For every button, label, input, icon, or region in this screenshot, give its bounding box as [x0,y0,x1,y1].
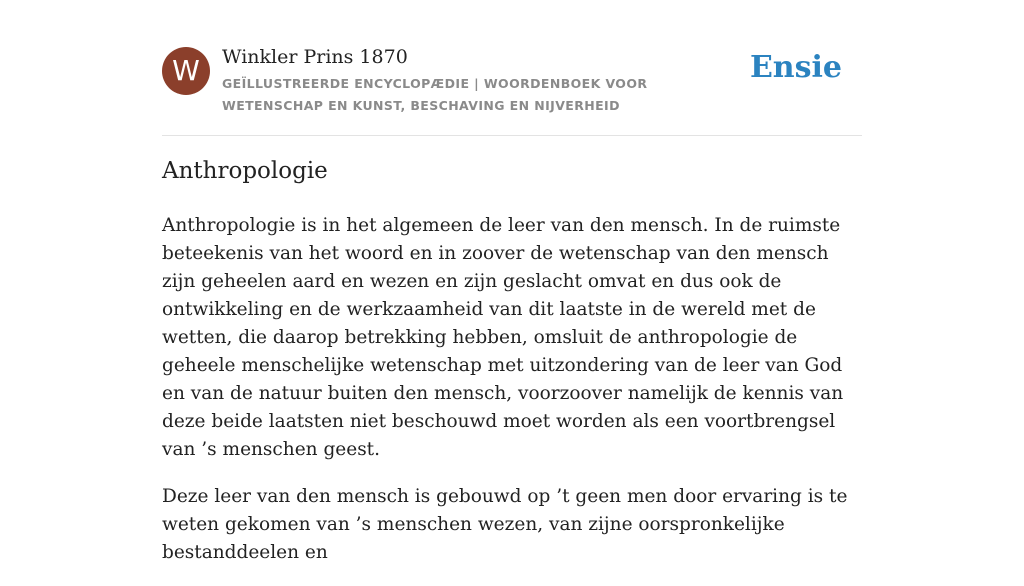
source-subtitle: GEÏLLUSTREERDE ENCYCLOPÆDIE | WOORDENBOEK VOOR WETENSCHAP EN KUNST, BESCHAVING EN NIJVERHEID [222,76,648,113]
article-title: Anthropologie [162,158,328,184]
source-avatar[interactable]: W [162,47,210,95]
header-divider [162,135,862,136]
source-header [162,44,862,136]
article-paragraph-1: Anthropologie is in het algemeen de leer van den mensch. In de ruimste beteekenis van het woord en in zoover de wetenschap van den mensch zijn geheelen aard en wezen en zijn geslacht omvat en dus ook de ontwikkeling en de werkzaamheid van dit laatste in de wereld met de wetten, die daarop betrekking hebben, omsluit de anthropologie de geheele menschelijke wetenschap met uitzondering van de leer van God en van de natuur buiten den mensch, voorzoover namelijk de kennis van deze beide laatsten niet beschouwd moet worden als een voortbrengsel van ’s menschen geest. [162,215,844,460]
source-name-link[interactable]: Winkler Prins 1870 [222,46,408,68]
brand-logo[interactable]: Ensie [749,50,842,85]
article-body [162,212,867,586]
article-paragraph-2: Deze leer van den mensch is gebouwd op ’t geen men door ervaring is te weten gekomen van ’s menschen wezen, van zijne oorspronkelijke bestanddeelen en [162,486,848,563]
